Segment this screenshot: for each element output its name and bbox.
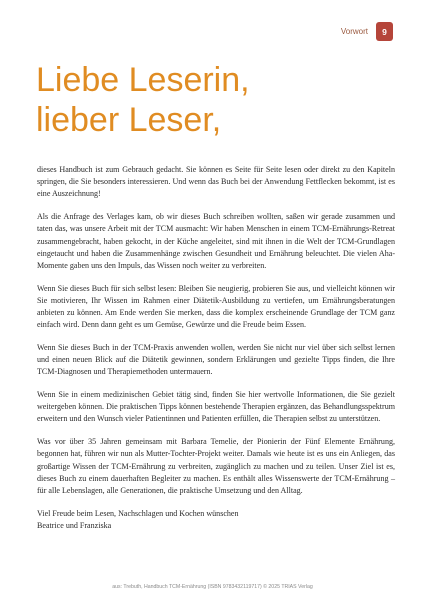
paragraph: dieses Handbuch ist zum Gebrauch gedacht. Sie können es Seite für Seite lesen oder direkt zu den Kapiteln springen, die Sie besonders interessieren. Und wenn das Buch bei der Anwendung Fettflecken bekommt, ist es eine Auszeichnung! [37,165,395,199]
page-number-badge: 9 [376,22,393,41]
paragraph: Wenn Sie dieses Buch in der TCM-Praxis anwenden wollen, werden Sie nicht nur viel über sich selbst lernen und einen neuen Blick auf die Diätetik gewinnen, sondern Erklärungen und gezielte Tipps finden, die Ihre TCM-Diagnosen und Therapiemethoden untermauern. [37,342,395,377]
paragraph: Was vor über 35 Jahren gemeinsam mit Barbara Temelie, der Pionierin der Fünf Elemente Ernährung, begonnen hat, führen wir nun als Mutter-Tochter-Projekt weiter. Damals wie heute ist es uns ein Anliegen, das großartige Wissen der TCM-Ernährung zu verbreiten, zugänglich zu machen und zu teilen. Unser Ziel ist es, dieses Buch zu einem dauerhaften Begleiter zu machen. Es enthält alles Wissenswerte der TCM-Ernährung – für alle Lebenslagen, alle Generationen, die praktische Umsetzung und den Alltag. [37,437,395,495]
closing-line: Viel Freude beim Lesen, Nachschlagen und Kochen wünschen [37,508,239,518]
paragraph: Wenn Sie dieses Buch für sich selbst lesen: Bleiben Sie neugierig, probieren Sie aus, und vielleicht können wir Sie motivieren, Ihr Wissen im Rahmen einer Diätetik-Ausbildung zu vertiefen, um Ernährungsberatungen anbieten zu können. Am Ende werden Sie merken, dass die komplex erscheinende Grundlage der TCM ganz einfach wird. Denn dann geht es um Gemüse, Gewürze und die Freude beim Essen. [37,283,395,330]
signature-names: Beatrice und Franziska [37,520,112,530]
salutation-heading [36,60,396,140]
section-title: Vorwort [340,27,368,36]
paragraph: Wenn Sie in einem medizinischen Gebiet tätig sind, finden Sie hier wertvolle Informationen, die Sie gezielt weitergeben können. Die praktischen Tipps können bestehende Therapien ergänzen, das Behandlungsspektrum erweitern und den Wunsch vieler Patientinnen und Patienten erfüllen, die Therapien selbst zu unterstützen. [37,390,395,424]
page-header [341,22,393,41]
heading-line-1: Liebe Leserin, [36,61,250,99]
paragraph: Als die Anfrage des Verlages kam, ob wir dieses Buch schreiben wollten, saßen wir gerade zusammen und taten das, was unsere Arbeit mit der TCM ausmacht: Wir haben Menschen in einem TCM-Ernährungs-Retreat zusammengebracht, haben gekocht, in der Küche angeleitet, sind mit ihnen in die Welt der TCM-Grundlagen eingetaucht und haben die Zusammenhänge zwischen Gesundheit und Ernährung beleuchtet. Die vielen Aha-Momente gaben uns den Impuls, das Wissen noch weiter zu verbreiten. [37,212,395,270]
body-text [37,164,395,532]
closing-signature [37,508,395,532]
source-footer: aus: Trebuth, Handbuch TCM-Ernährung (ISBN 9783432119717) © 2025 TRIAS Verlag [112,584,313,590]
heading-line-2: lieber Leser, [36,101,222,139]
